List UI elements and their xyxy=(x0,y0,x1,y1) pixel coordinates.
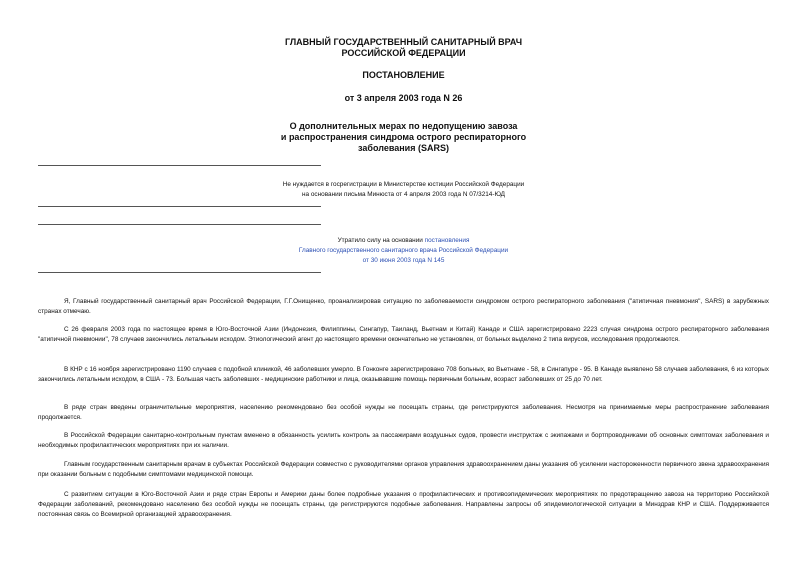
divider-line xyxy=(38,206,321,207)
document-title xyxy=(160,121,647,154)
repeal-decree-link[interactable]: постановления xyxy=(424,237,470,244)
title-line-2: и распространения синдрома острого респираторного xyxy=(280,132,527,142)
body-paragraph: Главным государственным санитарным врачам в субъектах Российской Федерации совместно с руководителями органов управления здравоохранением даны указания об усилении настороженности первичного звена здравоохранения при оказании больным с подобными симптомами медицинской помощи. xyxy=(38,461,769,478)
divider-line xyxy=(38,165,321,166)
status-note xyxy=(200,236,607,266)
document-date-number: от 3 апреля 2003 года N 26 xyxy=(344,93,463,103)
body-paragraph: С развитием ситуации в Юго-Восточной Азии и ряде стран Европы и Америки даны более подробные указания о профилактических и противоэпидемических мероприятиях по предотвращению завоза на территорию Российской Федерации заболеваний, рекомендовано населению без особой нужды не посещать страны, где регистрируются подобные заболевания. Направлены запросы об эпидемиологической ситуации в Минздрав КНР и США. Поддерживается постоянная связь со Всемирной организацией здравоохранения. xyxy=(38,491,769,518)
body-paragraph: В КНР с 16 ноября зарегистрировано 1190 случаев с подобной клиникой, 46 заболевших умерло. В Гонконге зарегистрировано 708 больных, во Вьетнаме - 58, в Сингапуре - 95. В Канаде выявлено 58 случаев заболевания, 6 из которых закончились летальным исходом, в США - 73. Большая часть заболевших - медицинские работники и лица, оказывавшие помощь первичным больным, возраст заболевших от 25 до 70 лет. xyxy=(38,366,769,383)
body-paragraph: Я, Главный государственный санитарный врач Российской Федерации, Г.Г.Онищенко, проанализировав ситуацию по заболеваемости синдромом острого респираторного заболевания ("атипичная пневмония", SARS) в зарубежных странах отмечаю. xyxy=(38,298,769,315)
status-note-prefix: Утратило силу на основании xyxy=(337,237,425,244)
registration-note-line-1: Не нуждается в госрегистрации в Министерстве юстиции Российской Федерации xyxy=(282,181,525,188)
body-paragraph: В Российской Федерации санитарно-контрольным пунктам вменено в обязанность усилить контроль за пассажирами воздушных судов, провести инструктаж с экипажами и бортпроводниками об основных симптомах заболевания и необходимых профилактических мероприятиях при их наличии. xyxy=(38,432,769,449)
title-line-1: О дополнительных мерах по недопущению завоза xyxy=(289,121,518,131)
divider-line xyxy=(38,224,321,225)
issuer-line-2: РОССИЙСКОЙ ФЕДЕРАЦИИ xyxy=(341,48,466,58)
repeal-issuer-link[interactable]: Главного государственного санитарного врача Российской Федерации xyxy=(298,247,509,254)
repeal-date-link[interactable]: от 30 июня 2003 года N 145 xyxy=(362,257,445,264)
title-line-3: заболевания (SARS) xyxy=(358,143,449,153)
issuer-heading xyxy=(160,37,647,59)
divider-line xyxy=(38,272,321,273)
issuer-line-1: ГЛАВНЫЙ ГОСУДАРСТВЕННЫЙ САНИТАРНЫЙ ВРАЧ xyxy=(284,37,523,47)
body-paragraph: В ряде стран введены ограничительные мероприятия, населению рекомендовано без особой нужды не посещать страны, где регистрируются заболевания. Несмотря на принимаемые меры распространение заболевания продолжается. xyxy=(38,404,769,421)
document-type: ПОСТАНОВЛЕНИЕ xyxy=(362,70,445,80)
registration-note xyxy=(200,180,607,200)
status-note-line-1 xyxy=(200,236,607,246)
registration-note-line-2: на основании письма Минюста от 4 апреля 2003 года N 07/3214-ЮД xyxy=(302,191,505,198)
body-paragraph: С 26 февраля 2003 года по настоящее время в Юго-Восточной Азии (Индонезия, Филиппины, Сингапур, Таиланд, Вьетнам и Китай) Канаде и США зарегистрировано 2223 случая синдрома острого респираторного заболевания "атипичной пневмонии", 78 случаев закончились летальным исходом. Этиологический агент до настоящего времени окончательно не установлен, от больных выделено 2 типа вирусов, исследования продолжаются. xyxy=(38,326,769,343)
